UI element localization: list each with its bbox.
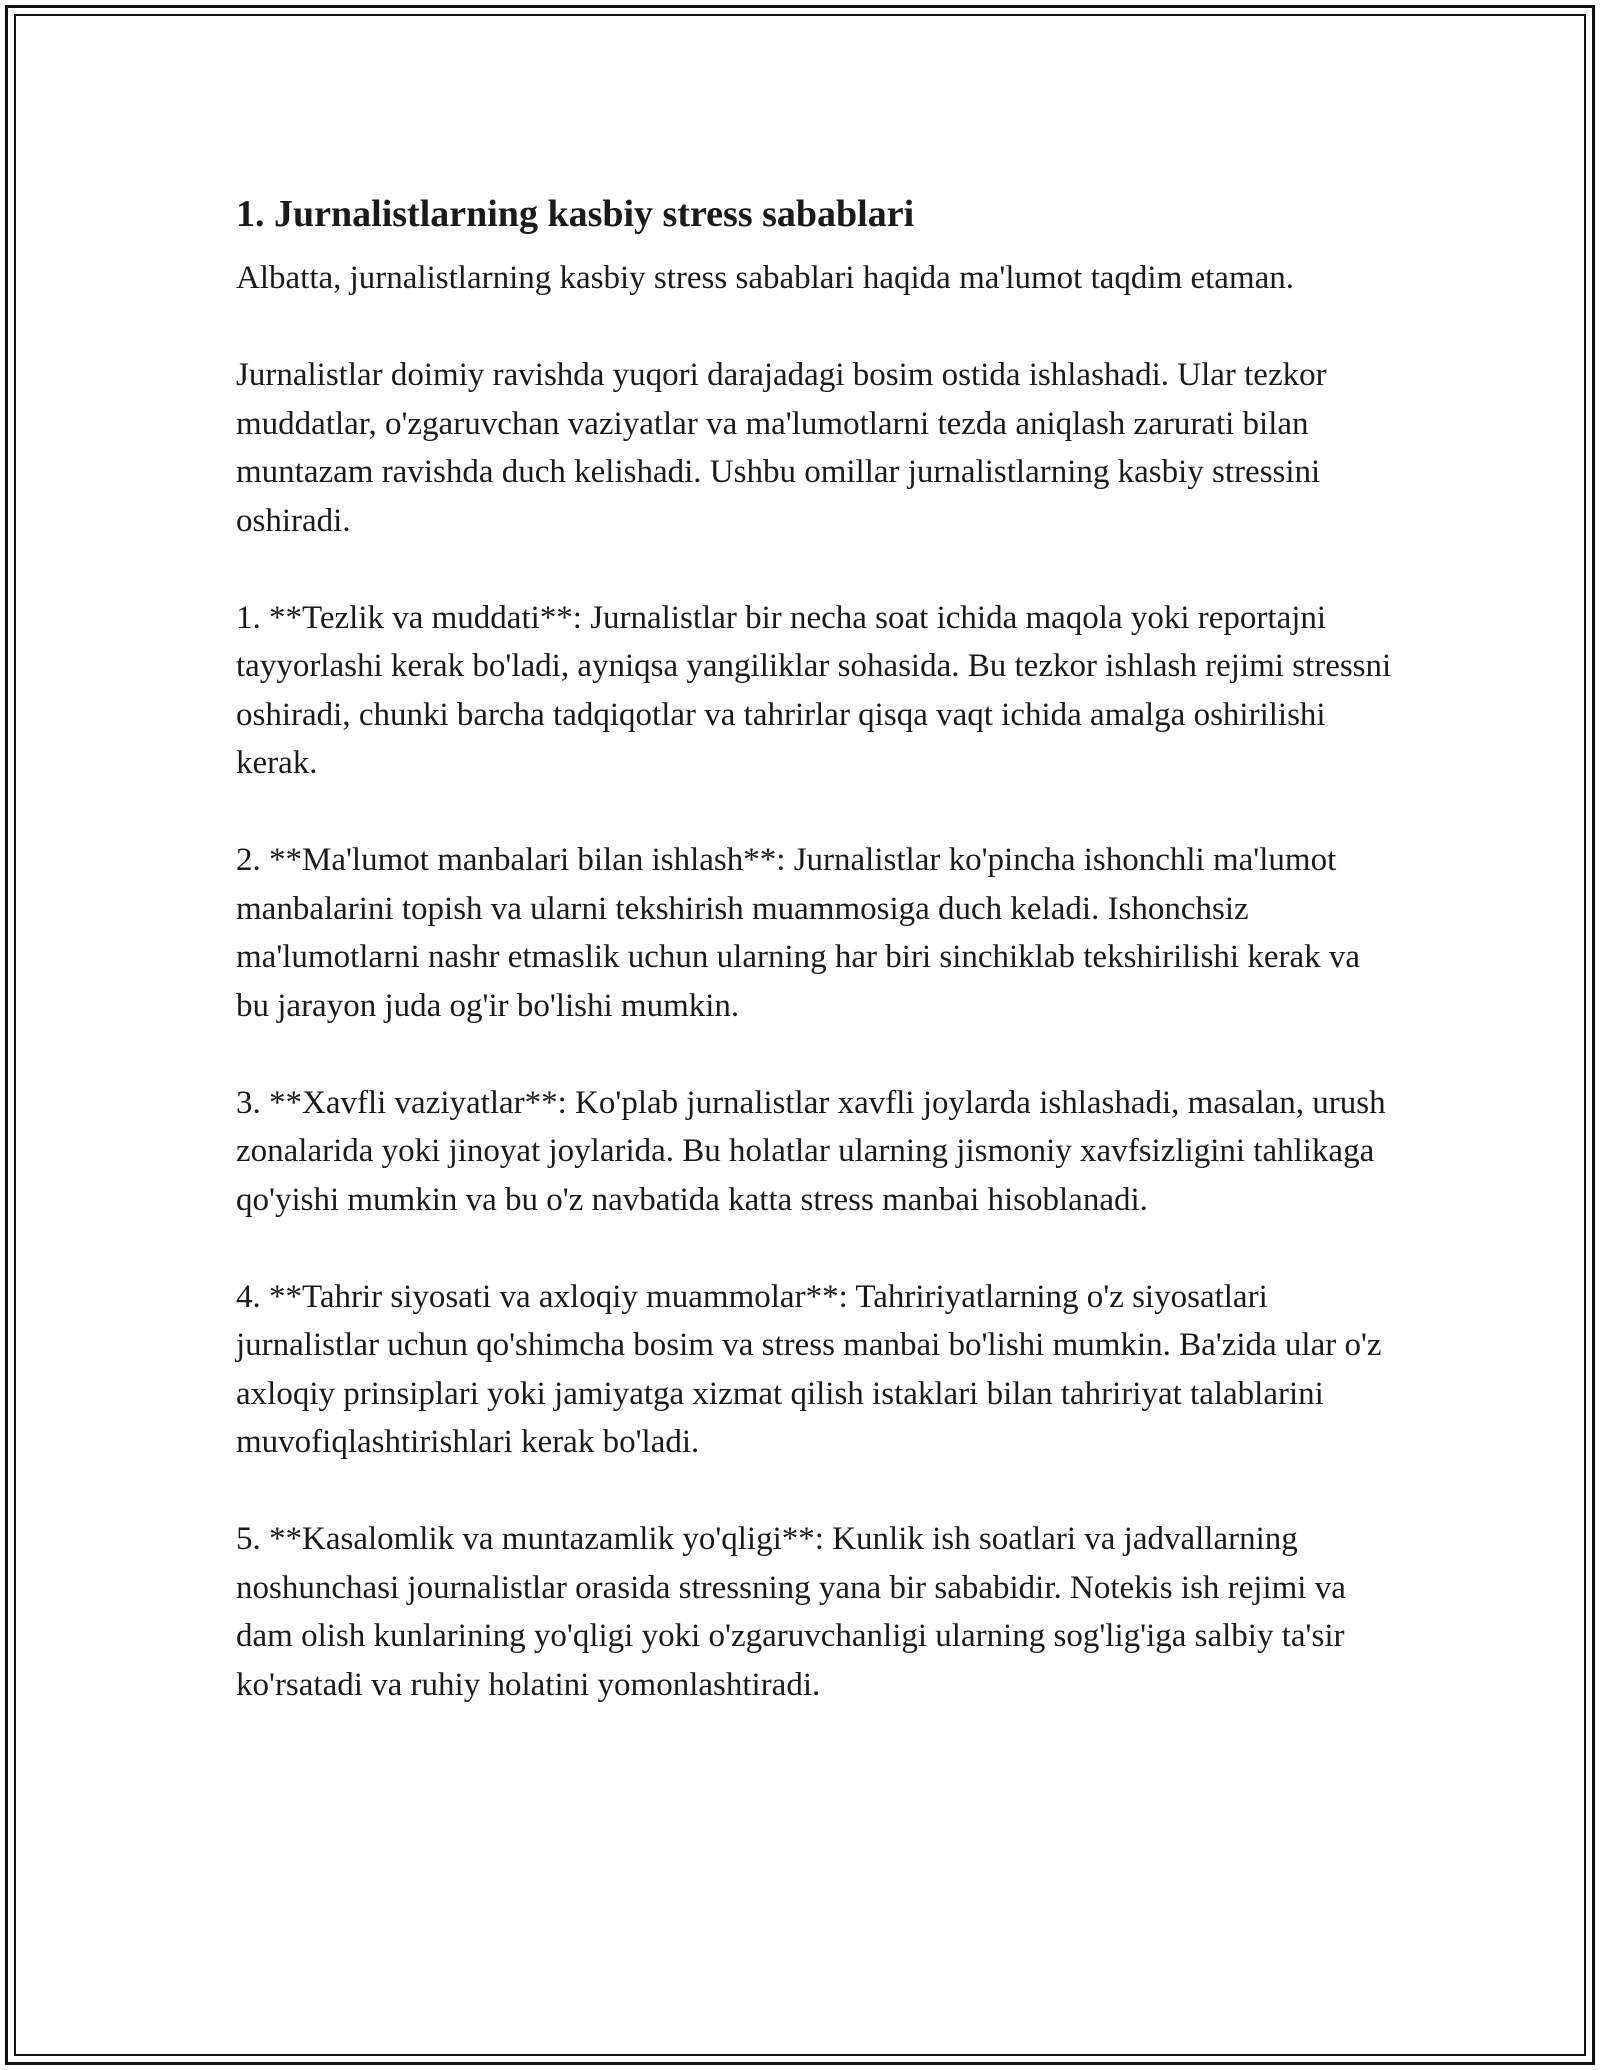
overview-paragraph: Jurnalistlar doimiy ravishda yuqori darajadagi bosim ostida ishlashadi. Ular tezkor muddatlar, o'zgaruvchan vaziyatlar va ma'lumotlarni tezda aniqlash zarurati bilan muntazam ravishda duch kelishadi. Ushbu omillar jurnalistlarning kasbiy stressini oshiradi.	[236, 357, 1327, 539]
list-item-editorial-policy: 4. **Tahrir siyosati va axloqiy muammolar**: Tahririyatlarning o'z siyosatlari jurnalistlar uchun qo'shimcha bosim va stress manbai bo'lishi mumkin. Ba'zida ular o'z axloqiy prinsiplari yoki jamiyatga xizmat qilish istaklari bilan tahririyat talablarini muvofiqlashtirishlari kerak bo'ladi.	[236, 1278, 1382, 1460]
document-title: 1. Jurnalistlarning kasbiy stress sabablari	[236, 193, 915, 235]
intro-paragraph: Albatta, jurnalistlarning kasbiy stress sabablari haqida ma'lumot taqdim etaman.	[236, 260, 1295, 296]
list-item-dangerous-situations: 3. **Xavfli vaziyatlar**: Ko'plab jurnalistlar xavfli joylarda ishlashadi, masalan, urush zonalarida yoki jinoyat joylarida. Bu holatlar ularning jismoniy xavfsizligini tahlikaga qo'yishi mumkin va bu o'z navbatida katta stress manbai hisoblanadi.	[236, 1084, 1386, 1218]
list-item-speed-deadlines: 1. **Tezlik va muddati**: Jurnalistlar bir necha soat ichida maqola yoki reportajni tayyorlashi kerak bo'ladi, ayniqsa yangiliklar sohasida. Bu tezkor ishlash rejimi stressni oshiradi, chunki barcha tadqiqotlar va tahrirlar qisqa vaqt ichida amalga oshirilishi kerak.	[236, 599, 1392, 781]
list-item-irregular-schedule: 5. **Kasalomlik va muntazamlik yo'qligi**: Kunlik ish soatlari va jadvallarning noshunchasi journalistlar orasida stressning yana bir sababidir. Notekis ish rejimi va dam olish kunlarining yo'qligi yoki o'zgaruvchanligi ularning sog'lig'iga salbiy ta'sir ko'rsatadi va ruhiy holatini yomonlashtiradi.	[236, 1521, 1346, 1703]
document-body	[236, 186, 1396, 1758]
list-item-information-sources: 2. **Ma'lumot manbalari bilan ishlash**: Jurnalistlar ko'pincha ishonchli ma'lumot manbalarini topish va ularni tekshirish muammosiga duch keladi. Ishonchsiz ma'lumotlarni nashr etmaslik uchun ularning har biri sinchiklab tekshirilishi kerak va bu jarayon juda og'ir bo'lishi mumkin.	[236, 842, 1361, 1024]
